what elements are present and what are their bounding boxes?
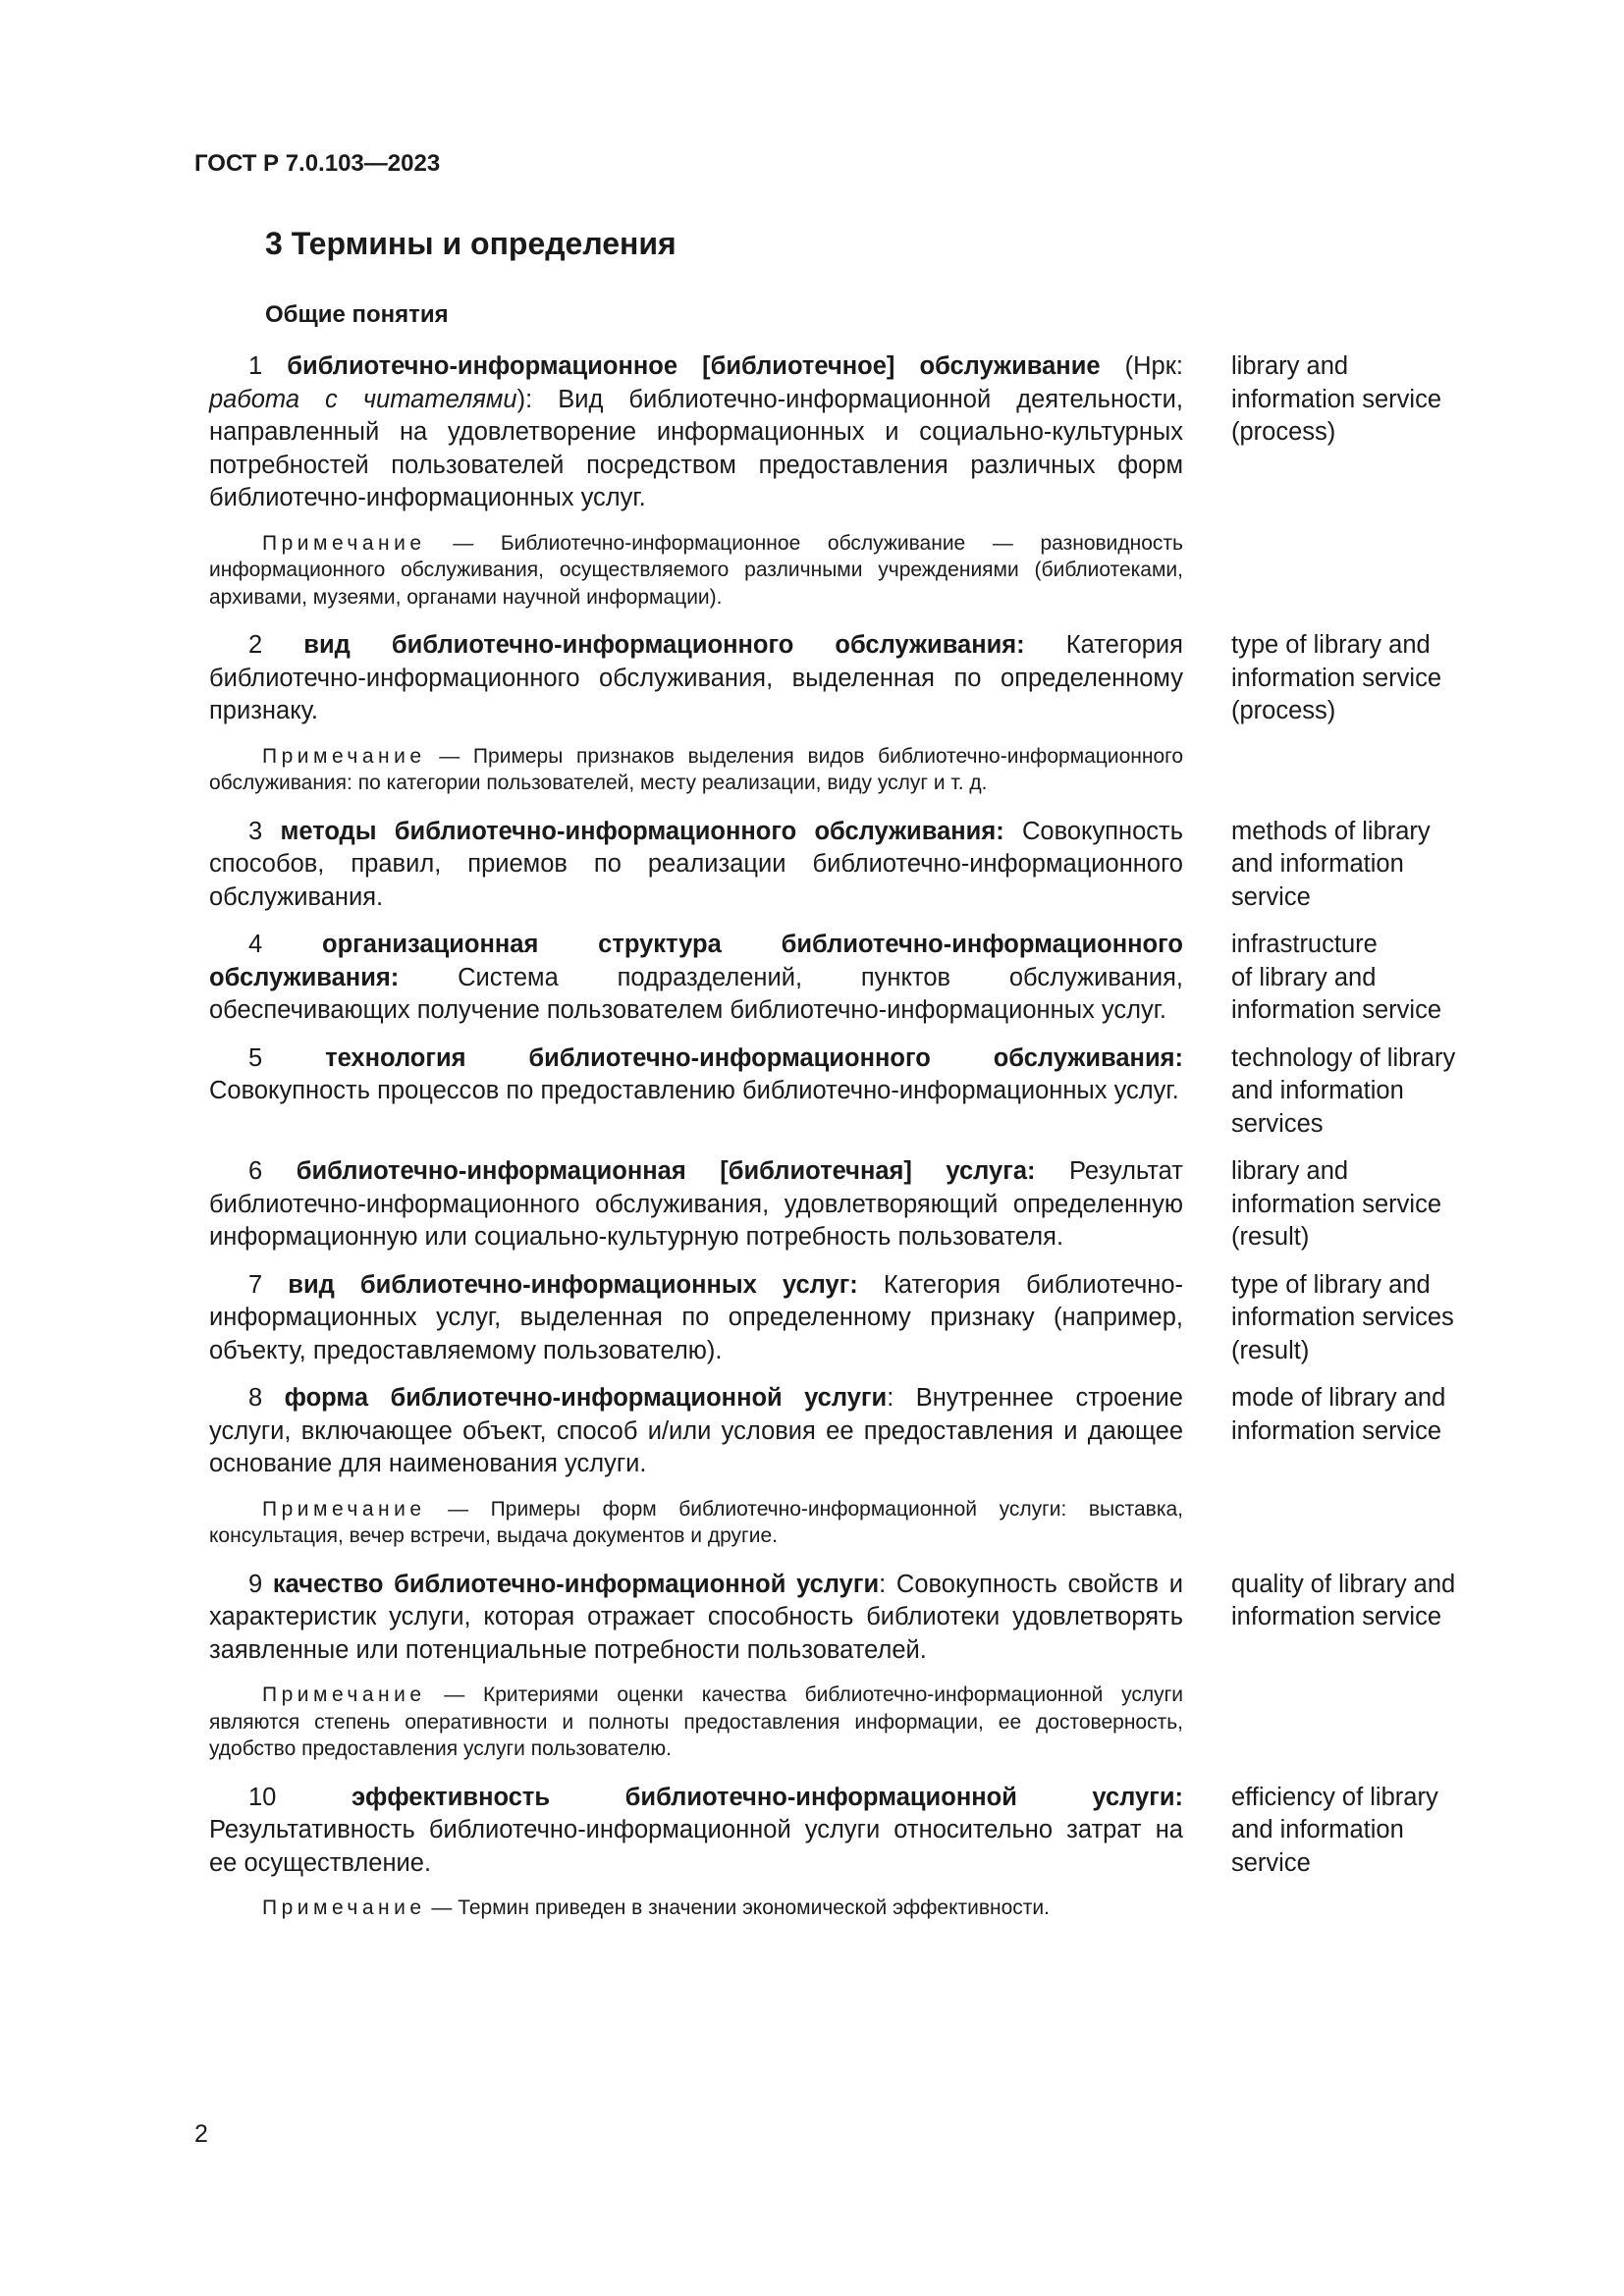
term-definition: Категория библиотечно-информационного обслуживания, выделенная по определенному признаку. [209,631,1183,724]
nrk-open: (Нрк: [1124,352,1183,380]
note-text: — Примеры признаков выделения видов библиотечно-информационного обслуживания: по категории пользователей, месту реализации, виду услуг и т. д. [209,744,1183,794]
section-title: 3 Термины и определения [265,226,677,261]
term-name: вид библиотечно-информационных услуг: [288,1270,858,1299]
english-line: infrastructure [1231,931,1378,958]
term-definition: : Совокупность свойств и характеристик услуги, которая отражает способность библиотеки удовлетворять заявленные или потенциальные потребности пользователей. [209,1570,1183,1664]
english-line: methods of library [1231,817,1431,845]
english-line: service [1231,882,1311,911]
term-text [209,929,1183,1028]
term-number: 10 [248,1783,277,1811]
english-line: information services [1231,1304,1454,1331]
term-text [209,629,1183,728]
term-note-1 [209,530,1183,612]
term-definition: Совокупность процессов по предоставлению библиотечно-информационных услуг. [209,1077,1179,1104]
english-line: information service [1231,1416,1441,1445]
english-line: information service [1231,664,1441,692]
page-number: 2 [194,2120,208,2148]
english-line: and information [1231,850,1404,878]
term-number: 4 [248,931,263,958]
term-entry-6 [209,1155,1495,1255]
term-entry-8 [209,1382,1495,1481]
english-line: technology of library [1231,1043,1456,1072]
term-name: технология библиотечно-информационного обслуживания: [325,1043,1183,1072]
english-equivalent [1231,350,1491,450]
term-name: библиотечно-информационное [библиотечное] обслуживание [287,352,1101,380]
nrk-close: ): [516,385,533,413]
term-text [209,350,1183,515]
term-name: методы библиотечно-информационного обслуживания: [280,817,1004,845]
term-name: качество библиотечно-информационной услуги [272,1570,880,1598]
term-number: 5 [248,1043,263,1072]
term-name: форма библиотечно-информационной услуги [284,1384,888,1412]
english-equivalent [1231,629,1491,728]
english-line: quality of library and [1231,1570,1456,1598]
note-label: Примечание [262,1683,426,1706]
english-line: (process) [1231,418,1336,446]
term-text [209,1155,1183,1255]
english-line: information service [1231,996,1441,1024]
term-number: 7 [248,1270,263,1299]
term-entry-3 [209,816,1495,915]
english-line: type of library and [1231,1270,1431,1299]
term-entry-9 [209,1569,1495,1668]
note-label: Примечание [262,1497,426,1521]
english-equivalent [1231,1155,1491,1255]
term-definition: Результативность библиотечно-информационной услуги относительно затрат на ее осуществление. [209,1816,1183,1877]
term-number: 1 [248,352,263,380]
term-entry-5 [209,1042,1495,1142]
term-name: вид библиотечно-информационного обслуживания: [303,631,1025,659]
term-entry-2 [209,629,1495,728]
term-entry-4 [209,929,1495,1028]
term-definition: Совокупность способов, правил, приемов по реализации библиотечно-информационного обслуживания. [209,817,1183,911]
term-text [209,1782,1183,1881]
subsection-title: Общие понятия [265,301,449,328]
english-line: (result) [1231,1223,1310,1251]
english-line: library and [1231,1157,1349,1185]
term-number: 3 [248,817,263,845]
standard-code: ГОСТ Р 7.0.103—2023 [194,150,441,177]
term-text [209,816,1183,915]
term-entry-1 [209,350,1495,515]
note-text: — Термин приведен в значении экономической эффективности. [425,1896,1050,1919]
english-line: mode of library and [1231,1384,1446,1412]
term-note-9 [209,1682,1183,1763]
terms-list [209,350,1495,1941]
term-definition: : Внутреннее строение услуги, включающее объект, способ и/или условия ее предоставления и дающее основание для наименования услуги. [209,1384,1183,1477]
term-text [209,1382,1183,1481]
english-line: efficiency of library [1231,1783,1438,1811]
term-text [209,1042,1183,1108]
note-text: — Примеры форм библиотечно-информационной услуги: выставка, консультация, вечер встречи, выдача документов и другие. [209,1497,1183,1547]
english-equivalent [1231,1269,1491,1368]
term-note-2 [209,743,1183,797]
english-equivalent [1231,1569,1491,1634]
term-definition: Вид библиотечно-информационной деятельности, направленный на удовлетворение информационных и социально-культурных потребностей пользователей посредством предоставления различных форм библиотечно-информационных услуг. [209,385,1183,511]
term-number: 9 [248,1570,263,1598]
term-text [209,1569,1183,1668]
term-entry-10 [209,1782,1495,1881]
term-number: 8 [248,1384,263,1412]
note-text: — Критериями оценки качества библиотечно-информационной услуги являются степень оперативности и полноты предоставления информации, ее достоверность, удобство предоставления услуги пользователю. [209,1683,1183,1760]
term-note-8 [209,1496,1183,1550]
term-entry-7 [209,1269,1495,1368]
term-definition: Категория библиотечно-информационных услуг, выделенная по определенному признаку (например, объекту, предоставляемому пользователю). [209,1270,1184,1364]
term-definition: Система подразделений, пунктов обслуживания, обеспечивающих получение пользователем библиотечно-информационных услуг. [209,963,1183,1024]
english-line: of library and [1231,963,1377,991]
english-line: information service [1231,385,1441,413]
english-equivalent [1231,816,1491,915]
term-note-10 [209,1895,1183,1922]
english-equivalent [1231,929,1491,1028]
english-line: (process) [1231,697,1336,724]
english-line: and information [1231,1816,1404,1843]
term-text [209,1269,1183,1368]
term-number: 6 [248,1157,263,1185]
term-name: библиотечно-информационная [библиотечная] услуга: [296,1157,1036,1185]
english-line: library and [1231,352,1349,380]
english-equivalent [1231,1782,1491,1881]
english-line: (result) [1231,1336,1310,1364]
nrk-term: работа с читателями [209,385,517,413]
note-text: — Библиотечно-информационное обслуживание — разновидность информационного обслуживания, осуществляемого различными учреждениями (библиотеками, архивами, музеями, органами научной информации). [209,531,1183,609]
note-label: Примечание [262,531,426,555]
english-line: type of library and [1231,631,1431,659]
note-label: Примечание [262,744,426,768]
english-equivalent [1231,1042,1491,1142]
term-definition: Результат библиотечно-информационного обслуживания, удовлетворяющий определенную информационную или социально-культурную потребность пользователя. [209,1157,1183,1251]
english-line: service [1231,1848,1311,1877]
english-line: information service [1231,1603,1441,1630]
term-name: эффективность библиотечно-информационной услуги: [351,1783,1183,1811]
english-equivalent [1231,1382,1491,1448]
english-line: services [1231,1109,1324,1138]
term-number: 2 [248,631,263,659]
term-name: организационная структура библиотечно-информационного обслуживания: [209,931,1183,991]
english-line: and information [1231,1077,1404,1104]
note-label: Примечание [262,1896,426,1919]
english-line: information service [1231,1190,1441,1218]
